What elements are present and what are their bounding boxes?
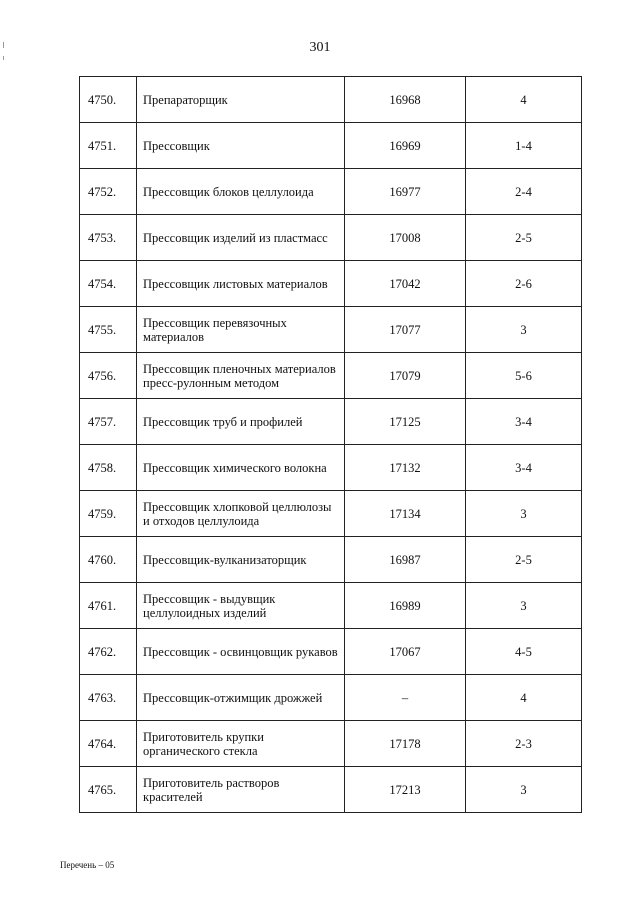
occupation-code-cell: 16987	[345, 537, 466, 583]
grade-range-cell: 4-5	[466, 629, 582, 675]
grade-range-cell: 4	[466, 77, 582, 123]
grade-range-cell: 4	[466, 675, 582, 721]
row-number-cell: 4765.	[80, 767, 137, 813]
table-row	[80, 353, 582, 399]
occupation-name-cell: Прессовщик - освинцовщик рукавов	[137, 629, 345, 675]
row-number-cell: 4760.	[80, 537, 137, 583]
row-number-cell: 4756.	[80, 353, 137, 399]
occupation-name-cell: Прессовщик перевязочных материалов	[137, 307, 345, 353]
occupation-code-cell: 17008	[345, 215, 466, 261]
occupation-code-cell: 17077	[345, 307, 466, 353]
table-row	[80, 169, 582, 215]
row-number-cell: 4763.	[80, 675, 137, 721]
occupation-name-cell: Прессовщик блоков целлулоида	[137, 169, 345, 215]
occupation-code-cell: 16969	[345, 123, 466, 169]
grade-range-cell: 2-5	[466, 537, 582, 583]
grade-range-cell: 2-6	[466, 261, 582, 307]
occupation-code-cell: 16989	[345, 583, 466, 629]
occupation-code-cell: 16968	[345, 77, 466, 123]
row-number-cell: 4762.	[80, 629, 137, 675]
page-number: 301	[309, 40, 331, 55]
table-row	[80, 261, 582, 307]
row-number-cell: 4758.	[80, 445, 137, 491]
table-row	[80, 767, 582, 813]
occupation-name-cell: Прессовщик листовых материалов	[137, 261, 345, 307]
occupation-code-cell: 16977	[345, 169, 466, 215]
occupation-name-cell: Прессовщик хлопковой целлюлозы и отходов целлулоида	[137, 491, 345, 537]
row-number-cell: 4755.	[80, 307, 137, 353]
occupation-name-cell: Прессовщик	[137, 123, 345, 169]
grade-range-cell: 3	[466, 307, 582, 353]
table-row	[80, 307, 582, 353]
grade-range-cell: 3-4	[466, 399, 582, 445]
row-number-cell: 4757.	[80, 399, 137, 445]
occupation-table	[79, 76, 582, 813]
table-row	[80, 629, 582, 675]
row-number-cell: 4750.	[80, 77, 137, 123]
table-row	[80, 123, 582, 169]
occupation-code-cell: 17132	[345, 445, 466, 491]
occupation-name-cell: Прессовщик-вулканизаторщик	[137, 537, 345, 583]
occupation-code-cell: 17134	[345, 491, 466, 537]
grade-range-cell: 5-6	[466, 353, 582, 399]
occupation-code-cell: 17125	[345, 399, 466, 445]
scan-margin-mark	[3, 56, 4, 60]
occupation-name-cell: Прессовщик химического волокна	[137, 445, 345, 491]
page-footer: Перечень – 05	[60, 860, 115, 870]
row-number-cell: 4751.	[80, 123, 137, 169]
row-number-cell: 4761.	[80, 583, 137, 629]
scan-margin-mark	[3, 42, 4, 48]
grade-range-cell: 1-4	[466, 123, 582, 169]
grade-range-cell: 2-5	[466, 215, 582, 261]
row-number-cell: 4764.	[80, 721, 137, 767]
occupation-table-body	[80, 77, 582, 813]
grade-range-cell: 2-3	[466, 721, 582, 767]
occupation-name-cell: Прессовщик-отжимщик дрожжей	[137, 675, 345, 721]
row-number-cell: 4754.	[80, 261, 137, 307]
table-row	[80, 583, 582, 629]
occupation-name-cell: Препараторщик	[137, 77, 345, 123]
occupation-code-cell: 17079	[345, 353, 466, 399]
grade-range-cell: 2-4	[466, 169, 582, 215]
table-row	[80, 721, 582, 767]
grade-range-cell: 3	[466, 583, 582, 629]
table-row	[80, 491, 582, 537]
occupation-code-cell: 17178	[345, 721, 466, 767]
occupation-name-cell: Приготовитель крупки органического стекла	[137, 721, 345, 767]
table-row	[80, 675, 582, 721]
row-number-cell: 4759.	[80, 491, 137, 537]
table-row	[80, 399, 582, 445]
occupation-name-cell: Приготовитель растворов красителей	[137, 767, 345, 813]
occupation-code-cell: 17213	[345, 767, 466, 813]
occupation-code-cell: 17042	[345, 261, 466, 307]
row-number-cell: 4753.	[80, 215, 137, 261]
row-number-cell: 4752.	[80, 169, 137, 215]
occupation-code-cell: –	[345, 675, 466, 721]
occupation-name-cell: Прессовщик пленочных материалов пресс-рулонным методом	[137, 353, 345, 399]
occupation-name-cell: Прессовщик - выдувщик целлулоидных изделий	[137, 583, 345, 629]
table-row	[80, 445, 582, 491]
grade-range-cell: 3	[466, 491, 582, 537]
occupation-name-cell: Прессовщик труб и профилей	[137, 399, 345, 445]
table-row	[80, 77, 582, 123]
grade-range-cell: 3-4	[466, 445, 582, 491]
table-row	[80, 537, 582, 583]
occupation-code-cell: 17067	[345, 629, 466, 675]
occupation-name-cell: Прессовщик изделий из пластмасс	[137, 215, 345, 261]
table-row	[80, 215, 582, 261]
grade-range-cell: 3	[466, 767, 582, 813]
